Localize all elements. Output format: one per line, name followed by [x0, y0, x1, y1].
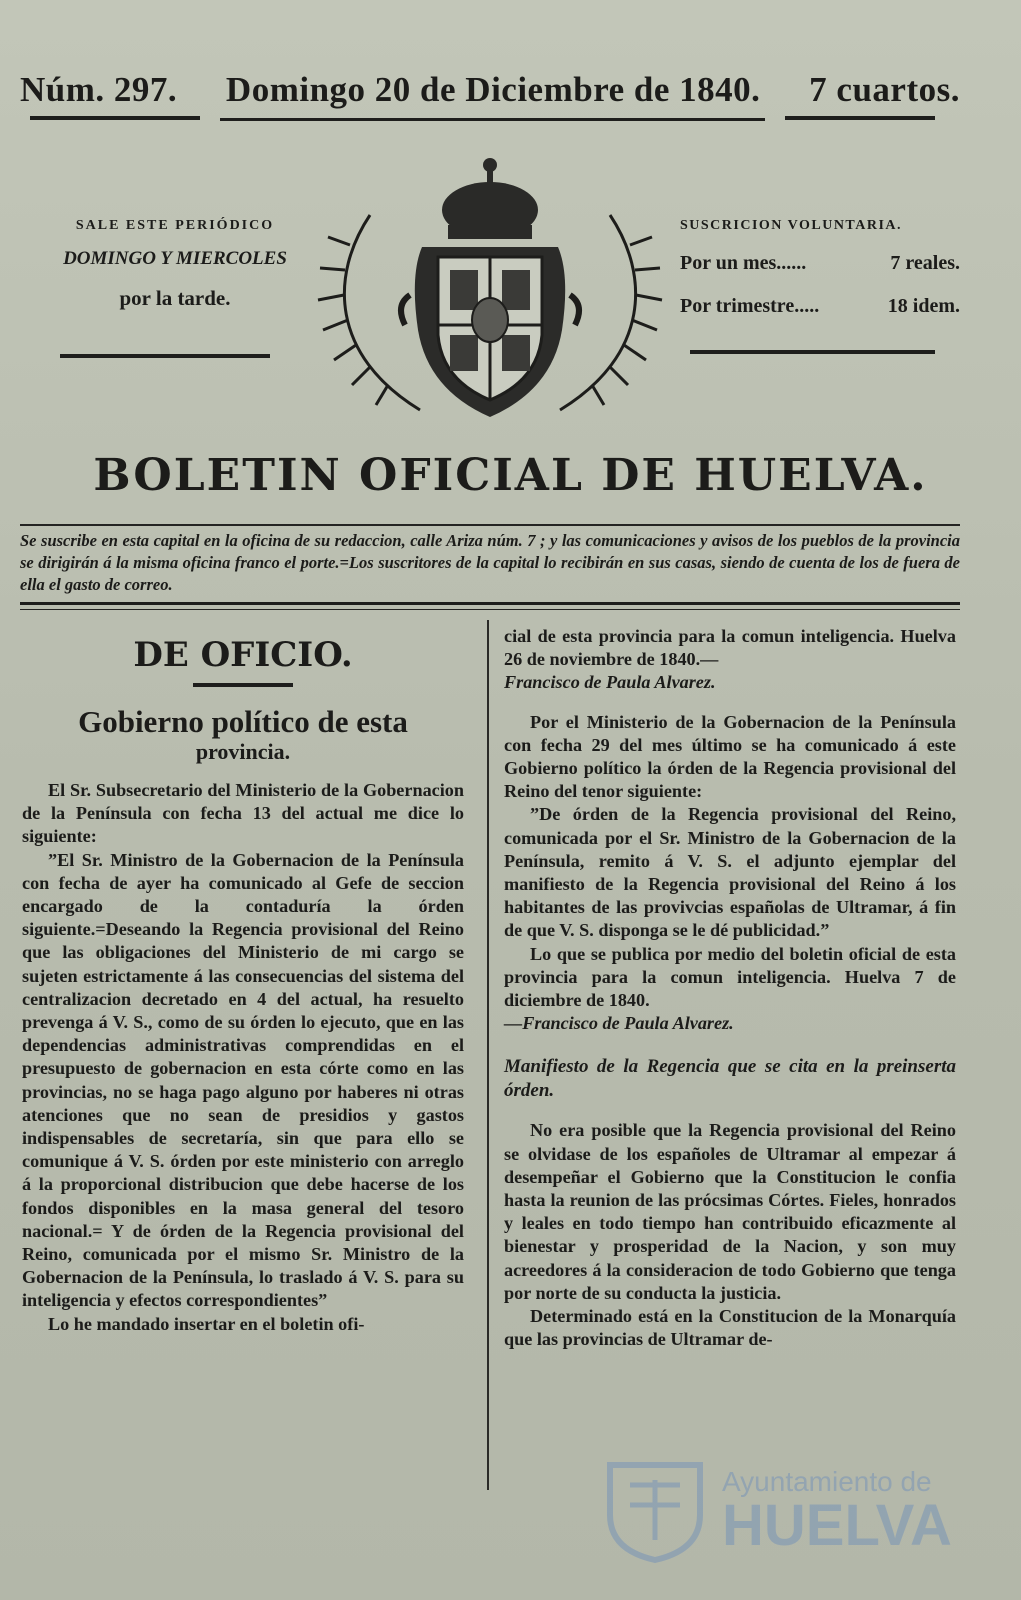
subscription-monthly-value: 7 reales.	[890, 252, 960, 274]
watermark	[600, 1450, 960, 1570]
royal-crest-icon	[310, 155, 670, 435]
subscription-info	[680, 218, 960, 318]
article-paragraph-3: Lo he mandado insertar en el boletin ofi-	[48, 1313, 365, 1334]
right-signature-2: —Francisco de Paula Alvarez.	[504, 1013, 734, 1034]
section-rule	[193, 683, 293, 687]
masthead-rule-center	[220, 118, 765, 121]
subscription-quarterly	[680, 295, 960, 318]
issue-number: Núm. 297.	[20, 70, 178, 109]
subscription-monthly	[680, 252, 960, 275]
article-subheading: provincia.	[195, 739, 291, 764]
watermark-line2: HUELVA	[722, 1493, 952, 1558]
subscription-monthly-label: Por un mes......	[680, 252, 807, 274]
issue-date: Domingo 20 de Diciembre de 1840.	[225, 70, 761, 109]
masthead-rule-left	[30, 116, 200, 120]
right-paragraph-4: Lo que se publica por medio del boletin oficial de esta provincia para la comun inteligencia. Huelva 7 de diciembre de 1840.	[504, 943, 956, 1011]
article-heading: Gobierno político de esta	[78, 704, 408, 739]
subscription-notice: Se suscribe en esta capital en la oficina de su redaccion, calle Ariza núm. 7 ; y las comunicaciones y avisos de los pueblos de la provincia se dirigirán á la misma oficina franco el porte.=Los suscritores de la capital lo recibirán en sus casas, siendo de cuenta de los de fuera de ella el gasto de correo.	[20, 531, 960, 594]
column-divider	[487, 620, 489, 1490]
subscription-rule	[690, 350, 935, 354]
right-paragraph-2: Por el Ministerio de la Gobernacion de la Península con fecha 29 del mes último se ha comunicado á este Gobierno político la órden de la Regencia provisional del Reino del tenor siguiente:	[504, 711, 956, 802]
publishing-info	[30, 218, 320, 311]
right-paragraph-5: No era posible que la Regencia provisional del Reino se olvidase de los españoles de Ultramar al empezar á desempeñar el Gobierno que la Constitucion le confia hasta la reunion de las prócsimas Córtes. Fieles, honrados y leales en todo tiempo han contribuido eficazmente al bienestar y prosperidad de la Nacion, y son muy acreedores á la consideracion de todo Gobierno que tenga por norte de su conducta la justicia.	[504, 1120, 956, 1303]
masthead-rule-right	[785, 116, 935, 120]
subscription-quarterly-label: Por trimestre.....	[680, 295, 820, 317]
left-column	[22, 625, 464, 1336]
watermark-text	[722, 1466, 952, 1558]
section-title: DE OFICIO.	[133, 635, 353, 675]
article-paragraph-2: ”El Sr. Ministro de la Gobernacion de la Península con fecha de ayer ha comunicado al Gefe de seccion encargado de la contaduría la órden siguiente.=Deseando la Regencia provisional del Reino que las obligaciones del Ministerio de mi cargo se sujeten estrictamente á las consecuencias del sistema del centralizacion decretado en 4 del actual, ha resuelto prevenga á V. S., como de su órden lo ejecuto, que en las dependencias administrativas comprendidas en el presupuesto de gobernacion en esta córte como en las provincias, no se haga pago alguno por haberes ni otras atenciones que no sean de presidios y gastos indispensables de secretaría, sin que para ello se comunique á V. S. órden por este ministerio con arreglo á la proporcional distribucion que debe hacerse de los fondos disponibles en la masa general del tesoro nacional.= Y de órden de la Regencia provisional del Reino, comunicada por el mismo Sr. Ministro de la Gobernacion de la Península, lo traslado á V. S. para su inteligencia y efectos correspondientes”	[22, 849, 464, 1311]
notice-rule-top	[20, 524, 960, 526]
issue-price: 7 cuartos.	[809, 70, 960, 109]
city-shield-icon	[600, 1455, 710, 1565]
masthead	[20, 70, 960, 110]
publishing-rule	[60, 354, 270, 358]
newspaper-title: BOLETIN OFICIAL DE HUELVA.	[93, 450, 928, 501]
right-signature-1: Francisco de Paula Alvarez.	[504, 672, 716, 693]
manifesto-title: Manifiesto de la Regencia que se cita en la preinserta órden.	[504, 1056, 956, 1102]
subscription-quarterly-value: 18 idem.	[887, 295, 960, 317]
publishing-line1: SALE ESTE PERIÓDICO	[75, 218, 275, 233]
publishing-days: DOMINGO Y MIERCOLES	[63, 248, 287, 269]
notice-rule-bottom	[20, 602, 960, 605]
publishing-time: por la tarde.	[119, 286, 231, 310]
right-paragraph-3: ”De órden de la Regencia provisional del Reino, comunicada por el Sr. Ministro de la Gobernacion de la Península, remito á V. S. el adjunto ejemplar del manifiesto de la Regencia provisional del Reino á los habitantes de las provivcias españolas de Ultramar, á fin de que V. S. disponga se le dé publicidad.”	[504, 804, 956, 941]
watermark-line1: Ayuntamiento de	[722, 1466, 932, 1497]
right-column	[504, 625, 956, 1351]
subscription-heading: SUSCRICION VOLUNTARIA.	[680, 218, 903, 233]
notice-rule-bottom2	[20, 609, 960, 610]
right-paragraph-1: cial de esta provincia para la comun inteligencia. Huelva 26 de noviembre de 1840.—	[504, 626, 956, 670]
article-paragraph-1: El Sr. Subsecretario del Ministerio de la Gobernacion de la Península con fecha 13 del actual me dice lo siguiente:	[22, 780, 464, 847]
right-paragraph-6: Determinado está en la Constitucion de la Monarquía que las provincias de Ultramar de-	[504, 1306, 956, 1350]
